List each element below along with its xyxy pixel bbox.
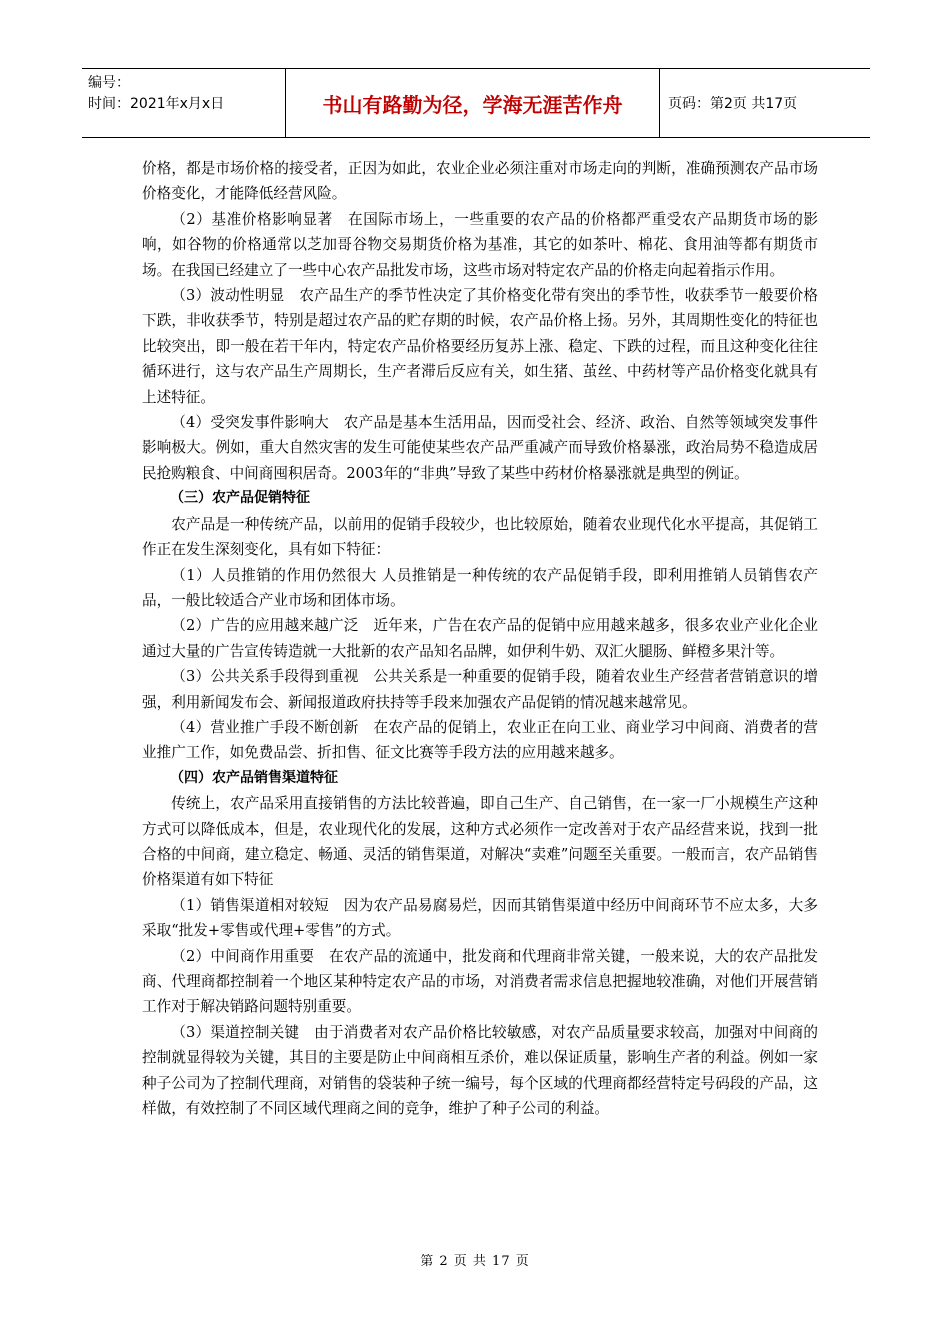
section-heading: （三）农产品促销特征 [170, 490, 310, 507]
header-meta [82, 69, 286, 137]
section-heading: （四）农产品销售渠道特征 [170, 769, 338, 786]
body-paragraph: （1）销售渠道相对较短 因为农产品易腐易烂，因而其销售渠道中经历中间商环节不应太多，大多采取“批发+零售或代理+零售”的方式。 [142, 896, 818, 940]
body-paragraph: （1）人员推销的作用仍然很大 人员推销是一种传统的农产品促销手段，即利用推销人员销售农产品，一般比较适合产业市场和团体市场。 [142, 566, 818, 609]
body-paragraph: （3）渠道控制关键 由于消费者对农产品价格比较敏感，对农产品质量要求较高，加强对中间商的控制就显得较为关键，其目的主要是防止中间商相互杀价，难以保证质量，影响生产者的利益。例如一家种子公司为了控制代理商，对销售的袋装种子统一编号，每个区域的代理商都经营特定号码段的产品，这样做，有效控制了不同区域代理商之间的竞争，维护了种子公司的利益。 [142, 1023, 818, 1118]
body-paragraph: 价格，都是市场价格的接受者，正因为如此，农业企业必须注重对市场走向的判断，准确预测农产品市场价格变化，才能降低经营风险。 [142, 160, 818, 203]
body-paragraph: 传统上，农产品采用直接销售的方法比较普遍，即自己生产、自己销售，在一家一厂小规模生产这种方式可以降低成本，但是，农业现代化的发展，这种方式必须作一定改善对于农产品经营来说，找到一批合格的中间商，建立稳定、畅通、灵活的销售渠道，对解决“卖难”问题至关重要。一般而言，农产品销售价格渠道有如下特征 [142, 795, 818, 889]
page-header [82, 68, 870, 138]
body-paragraph: （2）广告的应用越来越广泛 近年来，广告在农产品的促销中应用越来越多，很多农业产业化企业通过大量的广告宣传铸造就一大批新的农产品知名品牌，如伊利牛奶、双汇火腿肠、鲜橙多果汁等。 [142, 617, 818, 660]
body-paragraph: （4）受突发事件影响大 农产品是基本生活用品，因而受社会、经济、政治、自然等领域突发事件影响极大。例如，重大自然灾害的发生可能使某些农产品严重减产而导致价格暴涨，政治局势不稳造成居民抢购粮食、中间商囤积居奇。2003年的“非典”导致了某些中药材价格暴涨就是典型的例证。 [142, 414, 818, 482]
body-paragraph: （3）波动性明显 农产品生产的季节性决定了其价格变化带有突出的季节性，收获季节一般要价格下跌，非收获季节，特别是超过农产品的贮存期的时候，农产品价格上扬。另外，其周期性变化的特征也比较突出，即一般在若干年内，特定农产品价格要经历复苏上涨、稳定、下跌的过程，而且这种变化往往循环进行，这与农产品生产周期长，生产者滞后反应有关，如生猪、茧丝、中药材等产品价格变化就具有上述特征。 [142, 287, 818, 406]
header-motto: 书山有路勤为径，学海无涯苦作舟 [286, 69, 660, 137]
body-paragraph: （3）公共关系手段得到重视 公共关系是一种重要的促销手段，随着农业生产经营者营销意识的增强，利用新闻发布会、新闻报道政府扶持等手段来加强农产品促销的情况越来越常见。 [142, 668, 818, 711]
page-footer: 第 2 页 共 17 页 [420, 1254, 530, 1269]
body-paragraph: （2）中间商作用重要 在农产品的流通中，批发商和代理商非常关键，一般来说，大的农产品批发商、代理商都控制着一个地区某种特定农产品的市场，对消费者需求信息把握地较准确，对他们开展营销工作对于解决销路问题特别重要。 [142, 947, 818, 1016]
body-paragraph: （4）营业推广手段不断创新 在农产品的促销上，农业正在向工业、商业学习中间商、消费者的营业推广工作，如免费品尝、折扣售、征文比赛等手段方法的应用越来越多。 [142, 718, 818, 762]
document-body [142, 156, 818, 1121]
header-date-label: 时间：2021年x月x日 [88, 96, 225, 112]
body-paragraph: （2）基准价格影响显著 在国际市场上，一些重要的农产品的价格都严重受农产品期货市场的影响，如谷物的价格通常以芝加哥谷物交易期货价格为基准，其它的如茶叶、棉花、食用油等都有期货市场。在我国已经建立了一些中心农产品批发市场，这些市场对特定农产品的价格走向起着指示作用。 [142, 210, 818, 279]
body-paragraph: 农产品是一种传统产品，以前用的促销手段较少，也比较原始，随着农业现代化水平提高，其促销工作正在发生深刻变化，具有如下特征： [142, 515, 818, 559]
header-number-label: 编号： [88, 75, 130, 91]
header-page-label: 页码：第2页 共17页 [668, 96, 798, 112]
